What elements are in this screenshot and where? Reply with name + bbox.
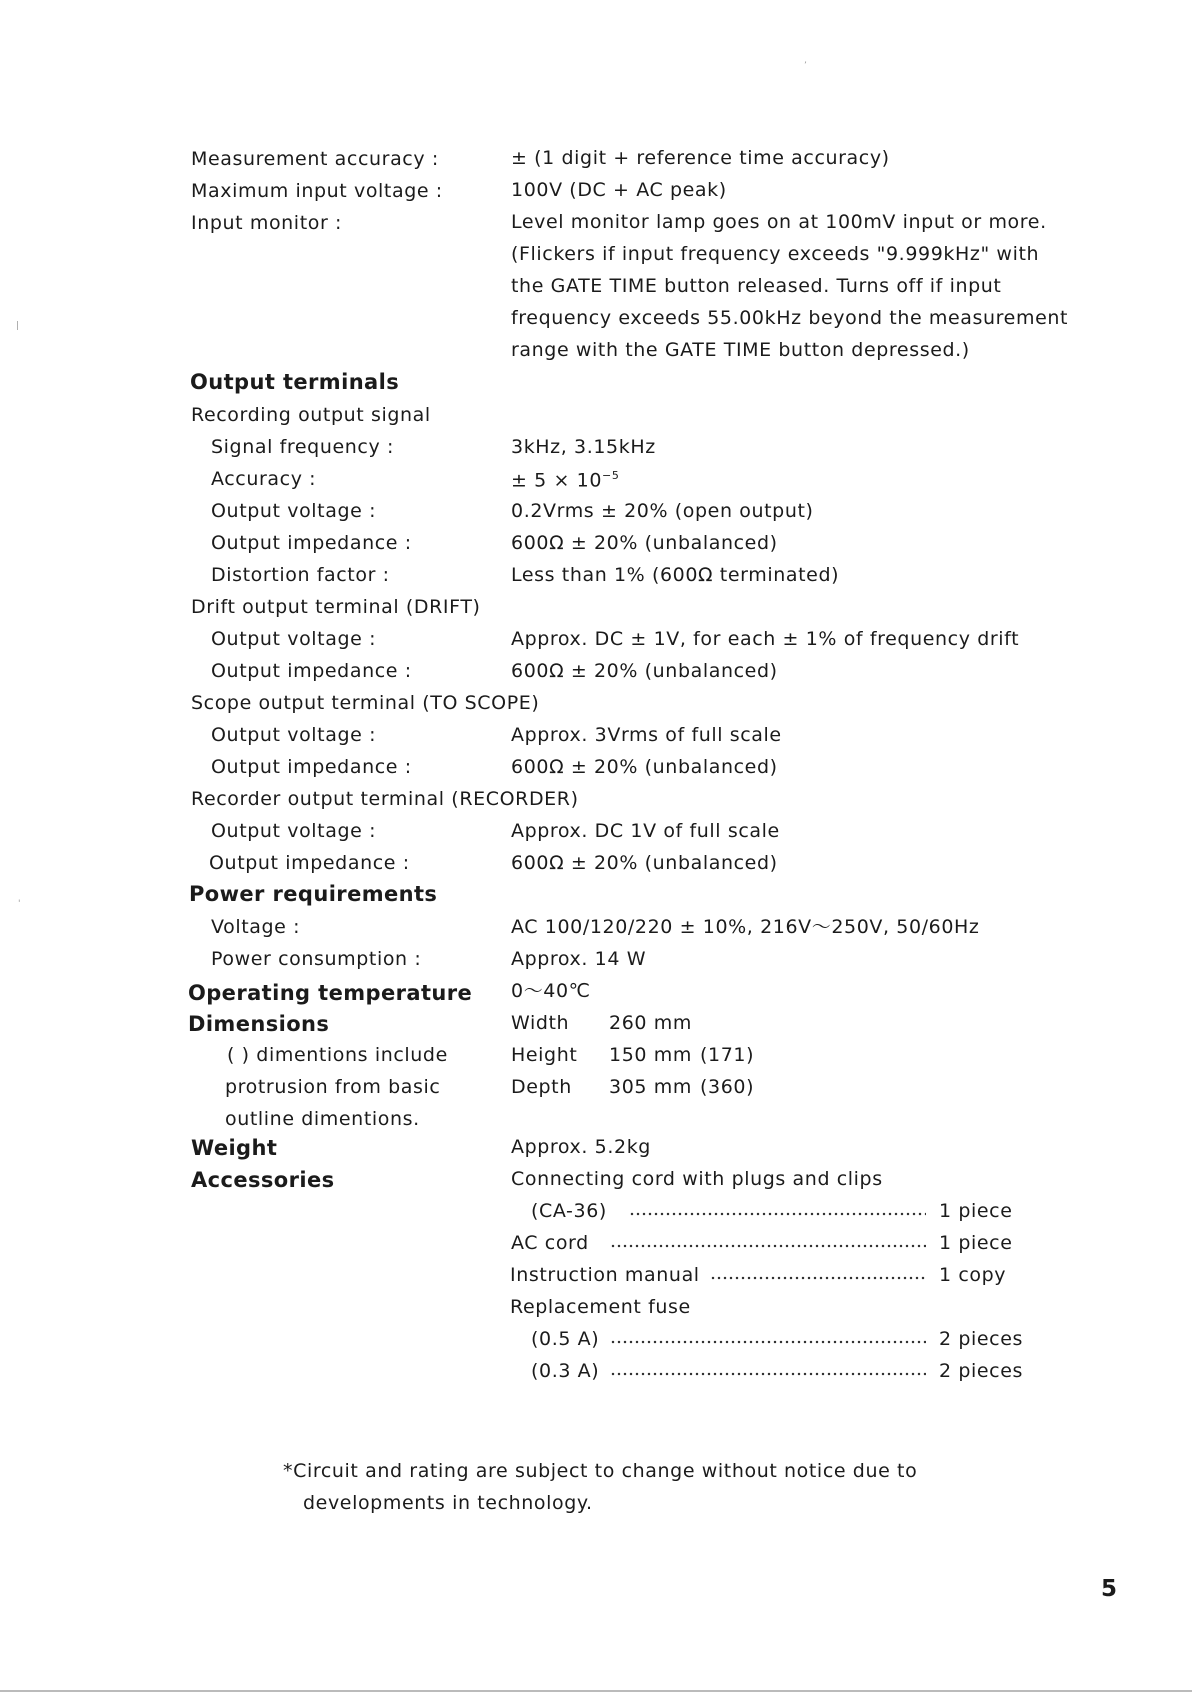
accessory-name: (CA-36): [531, 1200, 607, 1222]
input-monitor-line: frequency exceeds 55.00kHz beyond the measurement: [511, 307, 1069, 329]
scan-mark: ': [18, 899, 21, 909]
power-requirements-heading: Power requirements: [189, 882, 438, 906]
dot-leader: [710, 1276, 926, 1280]
voltage-value: AC 100/120/220 ± 10%, 216V～250V, 50/60Hz: [511, 916, 980, 938]
dimensions-note-line: outline dimentions.: [225, 1108, 420, 1130]
footnote-line: developments in technology.: [303, 1492, 593, 1514]
fuse-qty: 2 pieces: [939, 1360, 1023, 1382]
fuse-name: (0.3 A): [531, 1360, 600, 1382]
output-voltage-label: Output voltage :: [211, 500, 377, 522]
input-monitor-line: range with the GATE TIME button depressed.): [511, 339, 970, 361]
output-voltage-value: Approx. DC ± 1V, for each ± 1% of frequency drift: [511, 628, 1020, 650]
measurement-accuracy-value: ± (1 digit + reference time accuracy): [511, 147, 890, 169]
fuse-qty: 2 pieces: [939, 1328, 1023, 1350]
page-number: 5: [1101, 1576, 1118, 1602]
accuracy-value: ± $5 \times 10^{-5}$: [511, 469, 620, 492]
output-impedance-label: Output impedance :: [211, 660, 412, 682]
input-monitor-line: Level monitor lamp goes on at 100mV input or more.: [511, 211, 1047, 233]
max-input-voltage-value: 100V (DC + AC peak): [511, 179, 727, 201]
output-voltage-label: Output voltage :: [211, 820, 377, 842]
dimensions-note-line: protrusion from basic: [225, 1076, 441, 1098]
output-impedance-value: 600Ω ± 20% (unbalanced): [511, 756, 778, 778]
output-voltage-value: Approx. 3Vrms of full scale: [511, 724, 782, 746]
output-voltage-value: Approx. DC 1V of full scale: [511, 820, 780, 842]
max-input-voltage-label: Maximum input voltage :: [191, 180, 443, 202]
dimension-name: Height: [511, 1044, 578, 1066]
output-voltage-label: Output voltage :: [211, 724, 377, 746]
scan-mark: |: [16, 321, 20, 331]
output-impedance-label: Output impedance :: [209, 852, 410, 874]
output-terminals-heading: Output terminals: [190, 370, 400, 394]
connecting-cord-label: Connecting cord with plugs and clips: [511, 1168, 883, 1190]
dimensions-note-line: ( ) dimentions include: [227, 1044, 448, 1066]
input-monitor-line: (Flickers if input frequency exceeds "9.999kHz" with: [511, 243, 1040, 265]
output-impedance-value: 600Ω ± 20% (unbalanced): [511, 532, 778, 554]
voltage-label: Voltage :: [211, 916, 301, 938]
dimensions-heading: Dimensions: [188, 1012, 330, 1036]
scan-mark: ’: [804, 61, 807, 71]
weight-heading: Weight: [191, 1136, 278, 1160]
accessories-heading: Accessories: [191, 1168, 335, 1192]
dot-leader: [610, 1340, 926, 1344]
accessory-name: AC cord: [511, 1232, 589, 1254]
replacement-fuse-label: Replacement fuse: [510, 1296, 691, 1318]
power-consumption-label: Power consumption :: [211, 948, 422, 970]
output-voltage-value: 0.2Vrms ± 20% (open output): [511, 500, 814, 522]
accessory-qty: 1 copy: [939, 1264, 1007, 1286]
accuracy-label: Accuracy :: [211, 468, 317, 490]
dimension-value: 150 mm: [609, 1044, 692, 1066]
accuracy-exponent: −5: [602, 469, 620, 482]
dimension-value: 305 mm: [609, 1076, 692, 1098]
fuse-name: (0.5 A): [531, 1328, 600, 1350]
power-consumption-value: Approx. 14 W: [511, 948, 647, 970]
output-impedance-label: Output impedance :: [211, 532, 412, 554]
measurement-accuracy-label: Measurement accuracy :: [191, 148, 439, 170]
distortion-factor-value: Less than 1% (600Ω terminated): [511, 564, 840, 586]
dimension-paren: (171): [700, 1044, 755, 1066]
output-voltage-label: Output voltage :: [211, 628, 377, 650]
input-monitor-line: the GATE TIME button released. Turns off if input: [511, 275, 1002, 297]
dimension-name: Width: [511, 1012, 570, 1034]
output-impedance-value: 600Ω ± 20% (unbalanced): [511, 852, 778, 874]
drift-output-terminal-label: Drift output terminal (DRIFT): [191, 596, 481, 618]
distortion-factor-label: Distortion factor :: [211, 564, 390, 586]
signal-frequency-value: 3kHz, 3.15kHz: [511, 436, 656, 458]
recorder-output-terminal-label: Recorder output terminal (RECORDER): [191, 788, 579, 810]
weight-value: Approx. 5.2kg: [511, 1136, 651, 1158]
operating-temperature-heading: Operating temperature: [188, 981, 473, 1005]
accessory-qty: 1 piece: [939, 1232, 1013, 1254]
output-impedance-label: Output impedance :: [211, 756, 412, 778]
recording-output-signal-label: Recording output signal: [191, 404, 431, 426]
scope-output-terminal-label: Scope output terminal (TO SCOPE): [191, 692, 540, 714]
operating-temperature-value: 0～40℃: [511, 980, 591, 1002]
page-bottom-rule: [0, 1690, 1192, 1692]
accessory-qty: 1 piece: [939, 1200, 1013, 1222]
dot-leader: [629, 1212, 926, 1216]
footnote-line: *Circuit and rating are subject to change without notice due to: [283, 1460, 918, 1482]
dot-leader: [610, 1244, 926, 1248]
output-impedance-value: 600Ω ± 20% (unbalanced): [511, 660, 778, 682]
dimension-name: Depth: [511, 1076, 572, 1098]
dot-leader: [610, 1372, 926, 1376]
dimension-value: 260 mm: [609, 1012, 692, 1034]
accessory-name: Instruction manual: [510, 1264, 700, 1286]
dimension-paren: (360): [700, 1076, 755, 1098]
input-monitor-label: Input monitor :: [191, 212, 343, 234]
signal-frequency-label: Signal frequency :: [211, 436, 394, 458]
